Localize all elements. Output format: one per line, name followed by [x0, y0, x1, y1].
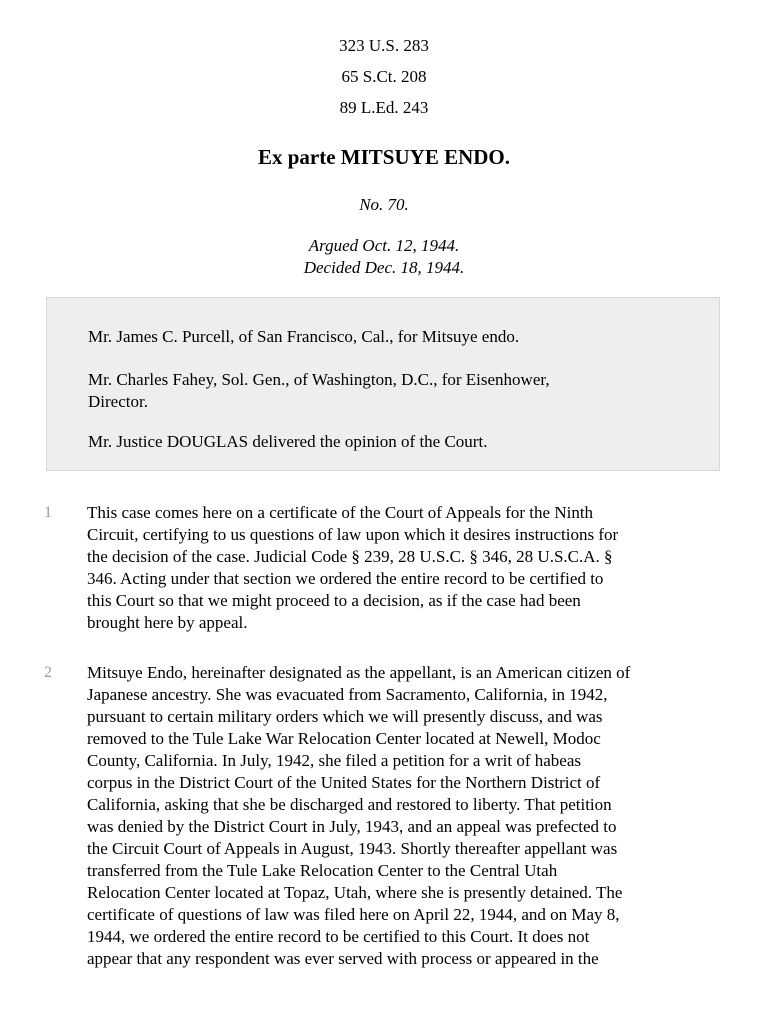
text-line: corpus in the District Court of the United States for the Northern District of	[87, 773, 601, 792]
text-line: the decision of the case. Judicial Code § 239, 28 U.S.C. § 346, 28 U.S.C.A. §	[87, 547, 613, 566]
text-line: this Court so that we might proceed to a decision, as if the case had been	[87, 591, 581, 610]
text-line: Relocation Center located at Topaz, Utah, where she is presently detained. The	[87, 883, 623, 902]
text-line: This case comes here on a certificate of the Court of Appeals for the Ninth	[87, 503, 594, 522]
text-line: brought here by appeal.	[87, 613, 248, 632]
text-line: appear that any respondent was ever served with process or appeared in the	[87, 949, 599, 968]
text-line: County, California. In July, 1942, she filed a petition for a writ of habeas	[87, 751, 581, 770]
counsel-respondent-line-2: Director.	[88, 392, 148, 411]
text-line: removed to the Tule Lake War Relocation Center located at Newell, Modoc	[87, 729, 601, 748]
text-line: pursuant to certain military orders which we will presently discuss, and was	[87, 707, 603, 726]
text-line: Japanese ancestry. She was evacuated from Sacramento, California, in 1942,	[87, 685, 608, 704]
text-line: certificate of questions of law was filed here on April 22, 1944, and on May 8,	[87, 905, 620, 924]
argued-date: Argued Oct. 12, 1944.	[308, 236, 460, 255]
counsel-box	[46, 297, 720, 471]
opinion-author: Mr. Justice DOUGLAS delivered the opinion of the Court.	[88, 432, 488, 451]
paragraph-text	[87, 502, 727, 634]
docket-number: No. 70.	[359, 195, 409, 214]
decided-date: Decided Dec. 18, 1944.	[303, 258, 465, 277]
text-line: was denied by the District Court in July, 1943, and an appeal was prefected to	[87, 817, 617, 836]
text-line: 346. Acting under that section we ordered the entire record to be certified to	[87, 569, 604, 588]
text-line: California, asking that she be discharged and restored to liberty. That petition	[87, 795, 612, 814]
case-title: Ex parte MITSUYE ENDO.	[257, 145, 510, 169]
paragraph-text	[87, 662, 727, 970]
paragraph-number: 1	[44, 504, 52, 521]
paragraph-number: 2	[44, 664, 52, 681]
text-line: Mitsuye Endo, hereinafter designated as the appellant, is an American citizen of	[87, 663, 631, 682]
text-line: transferred from the Tule Lake Relocation Center to the Central Utah	[87, 861, 558, 880]
counsel-respondent	[88, 369, 678, 413]
text-line: the Circuit Court of Appeals in August, 1943. Shortly thereafter appellant was	[87, 839, 618, 858]
citation-sct: 65 S.Ct. 208	[341, 67, 427, 86]
text-line: 1944, we ordered the entire record to be certified to this Court. It does not	[87, 927, 590, 946]
citation-us: 323 U.S. 283	[339, 36, 429, 55]
counsel-respondent-line-1: Mr. Charles Fahey, Sol. Gen., of Washington, D.C., for Eisenhower,	[88, 370, 550, 389]
case-dates	[0, 235, 768, 279]
counsel-petitioner: Mr. James C. Purcell, of San Francisco, Cal., for Mitsuye endo.	[88, 327, 520, 346]
text-line: Circuit, certifying to us questions of law upon which it desires instructions for	[87, 525, 619, 544]
citation-led: 89 L.Ed. 243	[339, 98, 429, 117]
